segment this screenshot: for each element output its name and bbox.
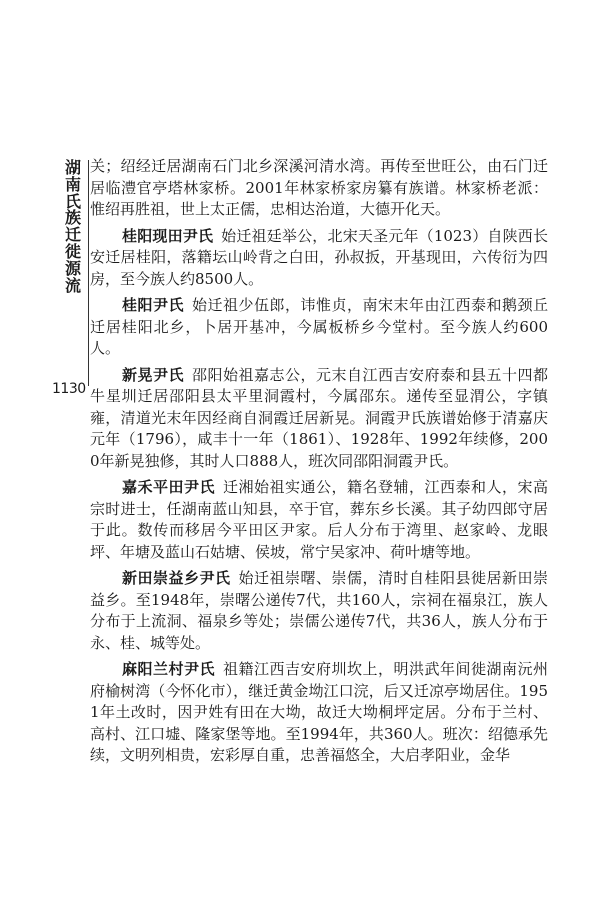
page-body <box>90 156 548 767</box>
paragraph-text: 关；绍经迁居湖南石门北乡深溪河清水湾。再传至世旺公，由石门迁居临澧官亭塔林家桥。2001年林家桥家房纂有族谱。林家桥老派：惟绍再胜祖，世上太正儒，忠相达治道，大德开化天。 <box>90 157 548 218</box>
paragraph <box>90 295 548 360</box>
paragraph <box>90 659 548 767</box>
page-number: 1130 <box>52 381 86 397</box>
paragraph-heading: 嘉禾平田尹氏 <box>122 478 215 496</box>
paragraph <box>90 226 548 291</box>
paragraph-heading: 麻阳兰村尹氏 <box>122 660 215 678</box>
paragraph <box>90 156 548 221</box>
paragraph-heading: 桂阳尹氏 <box>122 296 184 314</box>
paragraph <box>90 568 548 654</box>
paragraph-text: 祖籍江西吉安府圳坎上，明洪武年间徙湖南沅州府榆树湾（今怀化市），继迁黄金坳江口浣，后又迁凉亭坳居住。1951年土改时，因尹姓有田在大坳，故迁大坳桐坪定居。分布于兰村、高村、江口墟、隆家堡等地。至1994年，共360人。班次：绍德承先续，文明列相贵，宏彩厚自重，忠善福悠全，大启孝阳业，金华 <box>90 660 548 764</box>
side-title: 湖南氏族迁徙源流 <box>64 158 81 295</box>
paragraph-text: 迁湘始祖实通公，籍名登辅，江西泰和人，宋高宗时进士，任湖南蓝山知县，卒于官，葬东乡长溪。其子幼四郎守居于此。数传而移居今平田区尹家。后人分布于湾里、赵家岭、龙眼坪、年塘及蓝山石姑塘、侯坡，常宁吴家冲、荷叶塘等地。 <box>90 478 548 561</box>
paragraph <box>90 365 548 473</box>
margin-rule <box>88 160 89 386</box>
paragraph-heading: 桂阳现田尹氏 <box>122 226 214 245</box>
paragraph-text: 邵阳始祖嘉志公，元末自江西吉安府泰和县五十四都牛星圳迁居邵阳县太平里洞霞村，今属邵东。递传至显渭公，字镇雍，清道光末年因经商自洞霞迁居新晃。洞霞尹氏族谱始修于清嘉庆元年（1796），咸丰十一年（1861）、1928年、1992年续修，2000年新晃独修，其时人口888人，班次同邵阳洞霞尹氏。 <box>90 365 548 470</box>
paragraph-text: 始迁祖少伍郎，讳惟贞，南宋末年由江西泰和鹅颈丘迁居桂阳北乡，卜居开基冲，今属板桥乡今堂村。至今族人约600人。 <box>90 296 548 357</box>
paragraph-heading: 新田崇益乡尹氏 <box>122 569 231 587</box>
paragraph <box>90 477 548 563</box>
paragraph-heading: 新晃尹氏 <box>122 365 184 384</box>
paragraph-text: 始迁祖崇曙、崇儒，清时自桂阳县徙居新田崇益乡。至1948年，崇曙公递传7代，共160人，宗祠在福泉江，族人分布于上流洞、福泉乡等处；崇儒公递传7代，共36人，族人分布于永、桂、城等处。 <box>90 569 548 652</box>
paragraph-text: 始迁祖廷举公，北宋天圣元年（1023）自陕西长安迁居桂阳，落籍坛山岭背之白田，孙叔扳，开基现田，六传衍为四房，至今族人约8500人。 <box>90 226 548 288</box>
